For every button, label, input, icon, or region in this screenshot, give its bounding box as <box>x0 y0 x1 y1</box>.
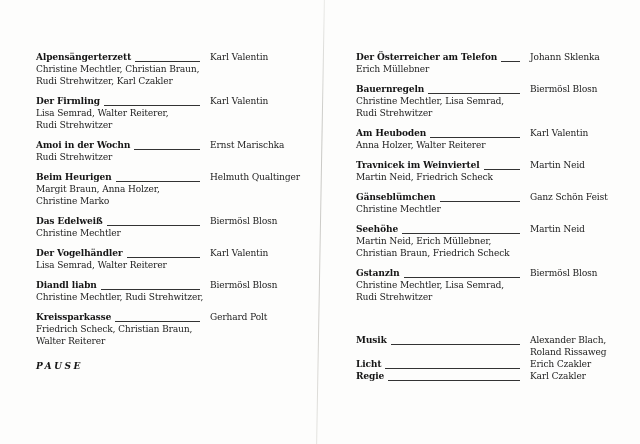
title-underline-rule <box>135 61 200 62</box>
performer-line: Rudi Strehwitzer <box>356 109 433 119</box>
performers-list <box>356 236 620 260</box>
entry-header <box>36 248 306 260</box>
performer-line: Christian Braun, Friedrich Scheck <box>356 249 510 259</box>
performer-line: Rudi Strehwitzer <box>356 293 433 303</box>
performers-list <box>356 64 620 76</box>
piece-author: Ganz Schön Feist <box>530 193 608 203</box>
program-entry <box>356 268 620 304</box>
piece-author: Karl Valentin <box>210 97 269 107</box>
performer-line: Anna Holzer, Walter Reiterer <box>356 141 486 151</box>
performer-line: Christine Mechtler, Lisa Semrad, <box>356 97 505 107</box>
piece-author: Ernst Marischka <box>210 141 285 151</box>
program-entry <box>36 216 306 240</box>
piece-author: Johann Sklenka <box>530 53 600 63</box>
piece-author: Martin Neid <box>530 225 585 235</box>
piece-title: Alpensängerterzett <box>36 53 132 63</box>
piece-title: Gänseblümchen <box>356 193 436 203</box>
performer-line: Friedrich Scheck, Christian Braun, <box>36 325 193 335</box>
performer-line: Christine Mechtler <box>36 229 121 239</box>
piece-title: Das Edelweiß <box>36 217 103 227</box>
piece-title: Diandl liabn <box>36 281 97 291</box>
program-entry <box>36 172 306 208</box>
piece-title: Travnicek im Weinviertel <box>356 161 480 171</box>
title-underline-rule <box>115 321 200 322</box>
performer-line: Christine Marko <box>36 197 110 207</box>
credit-label-area <box>356 335 530 347</box>
entry-header <box>36 280 306 292</box>
credit-label-area <box>356 371 530 383</box>
performer-line: Walter Reiterer <box>36 337 106 347</box>
piece-title: Kreissparkasse <box>36 313 112 323</box>
pause-label: PAUSE <box>36 362 83 372</box>
credit-row <box>356 371 620 383</box>
program-entry <box>356 128 620 152</box>
entry-header <box>36 52 306 64</box>
piece-author: Biermösl Blosn <box>530 269 598 279</box>
page-fold-crease <box>316 0 325 444</box>
performer-line: Christine Mechtler, Rudi Strehwitzer, <box>36 293 204 303</box>
credit-name: Erich Czakler <box>530 360 592 370</box>
credit-underline-rule <box>391 344 520 345</box>
program-right-column <box>356 52 620 312</box>
performer-line: Margit Braun, Anna Holzer, <box>36 185 160 195</box>
credit-names <box>530 359 620 371</box>
credit-label: Licht <box>356 360 382 370</box>
performer-line: Erich Müllebner <box>356 65 430 75</box>
piece-author: Biermösl Blosn <box>530 85 598 95</box>
title-underline-rule <box>440 201 520 202</box>
performer-line: Lisa Semrad, Walter Reiterer, <box>36 109 169 119</box>
entry-header <box>356 160 620 172</box>
piece-title: Am Heuboden <box>356 129 427 139</box>
piece-author: Karl Valentin <box>530 129 589 139</box>
credit-underline-rule <box>385 368 520 369</box>
program-entry <box>36 280 306 304</box>
credit-name: Roland Rissaweg <box>530 348 607 358</box>
credit-name: Karl Czakler <box>530 372 586 382</box>
performers-list <box>356 204 620 216</box>
title-underline-rule <box>430 137 520 138</box>
piece-title: Amoi in der Wochn <box>36 141 131 151</box>
title-underline-rule <box>116 181 200 182</box>
entry-header <box>356 224 620 236</box>
performers-list <box>36 152 306 164</box>
performers-list <box>356 140 620 152</box>
entry-header <box>356 268 620 280</box>
program-entry <box>36 248 306 272</box>
program-entry <box>356 192 620 216</box>
program-entry <box>356 160 620 184</box>
program-entry <box>356 224 620 260</box>
piece-title: Der Vogelhändler <box>36 249 123 259</box>
performers-list <box>356 280 620 304</box>
piece-author: Gerhard Polt <box>210 313 268 323</box>
program-entry <box>36 312 306 348</box>
performers-list <box>36 260 306 272</box>
performer-line: Martin Neid, Erich Müllebner, <box>356 237 492 247</box>
performers-list <box>36 292 306 304</box>
performers-list <box>36 184 306 208</box>
performer-line: Lisa Semrad, Walter Reiterer <box>36 261 167 271</box>
entry-header <box>36 96 306 108</box>
program-entry <box>356 84 620 120</box>
title-underline-rule <box>101 289 200 290</box>
title-underline-rule <box>104 105 200 106</box>
piece-author: Karl Valentin <box>210 53 269 63</box>
title-underline-rule <box>402 233 520 234</box>
performers-list <box>36 324 306 348</box>
credit-name: Alexander Blach, <box>530 336 607 346</box>
credit-underline-rule <box>388 380 520 381</box>
piece-title: Beim Heurigen <box>36 173 112 183</box>
entry-header <box>36 172 306 184</box>
entry-header <box>36 140 306 152</box>
performer-line: Christine Mechtler, Christian Braun, <box>36 65 200 75</box>
credit-names <box>530 371 620 383</box>
title-underline-rule <box>428 93 520 94</box>
performers-list <box>356 172 620 184</box>
title-underline-rule <box>484 169 520 170</box>
title-underline-rule <box>501 61 520 62</box>
piece-title: Bauernregeln <box>356 85 425 95</box>
credit-label-area <box>356 359 530 371</box>
performers-list <box>36 64 306 88</box>
credit-names <box>530 335 620 359</box>
piece-author: Martin Neid <box>530 161 585 171</box>
performer-line: Rudi Strehwitzer, Karl Czakler <box>36 77 173 87</box>
program-left-column <box>36 52 306 356</box>
program-entry <box>36 140 306 164</box>
credit-label: Musik <box>356 336 387 346</box>
performers-list <box>36 108 306 132</box>
piece-author: Biermösl Blosn <box>210 217 278 227</box>
performer-line: Rudi Strehwitzer <box>36 121 113 131</box>
piece-title: Seehöhe <box>356 225 399 235</box>
performers-list <box>36 228 306 240</box>
program-entry <box>36 96 306 132</box>
performer-line: Rudi Strehwitzer <box>36 153 113 163</box>
credits-block <box>356 335 620 383</box>
piece-author: Helmuth Qualtinger <box>210 173 300 183</box>
piece-author: Biermösl Blosn <box>210 281 278 291</box>
credit-row <box>356 359 620 371</box>
piece-title: Der Österreicher am Telefon <box>356 53 498 63</box>
title-underline-rule <box>107 225 200 226</box>
credit-label: Regie <box>356 372 385 382</box>
program-entry <box>36 52 306 88</box>
performers-list <box>356 96 620 120</box>
title-underline-rule <box>134 149 200 150</box>
piece-title: Gstanzln <box>356 269 400 279</box>
entry-header <box>356 128 620 140</box>
title-underline-rule <box>127 257 200 258</box>
piece-author: Karl Valentin <box>210 249 269 259</box>
performer-line: Christine Mechtler, Lisa Semrad, <box>356 281 505 291</box>
entry-header <box>356 84 620 96</box>
performer-line: Christine Mechtler <box>356 205 441 215</box>
entry-header <box>36 312 306 324</box>
entry-header <box>356 192 620 204</box>
piece-title: Der Firmling <box>36 97 100 107</box>
entry-header <box>356 52 620 64</box>
entry-header <box>36 216 306 228</box>
title-underline-rule <box>404 277 520 278</box>
program-entry <box>356 52 620 76</box>
credit-row <box>356 335 620 359</box>
performer-line: Martin Neid, Friedrich Scheck <box>356 173 493 183</box>
